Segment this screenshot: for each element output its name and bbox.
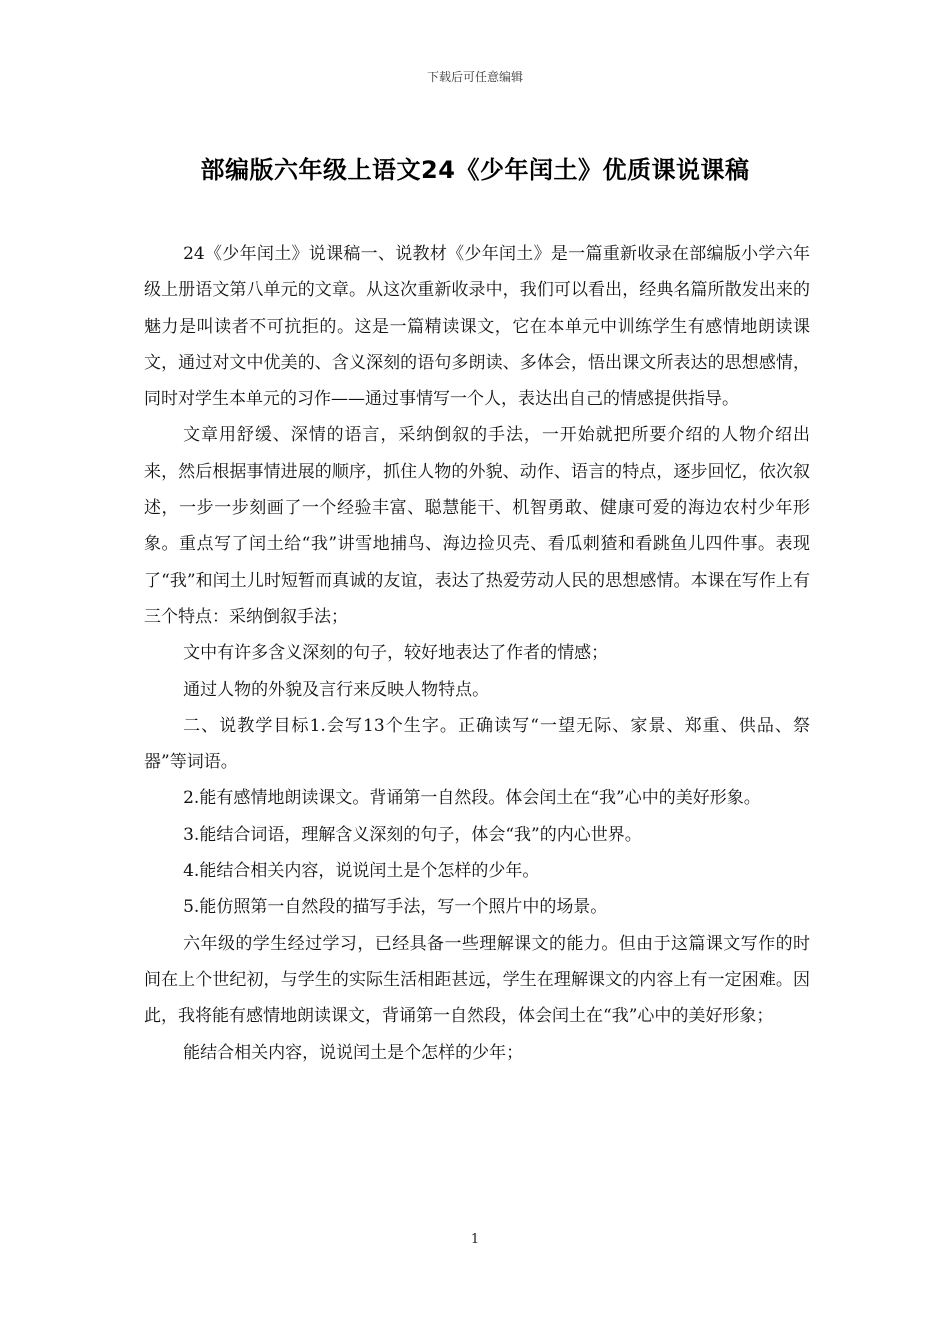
paragraph: 3.能结合词语，理解含义深刻的句子，体会“我”的内心世界。: [183, 824, 642, 845]
paragraph: 文中有许多含义深刻的句子，较好地表达了作者的情感；: [183, 643, 609, 664]
header-note: 下载后可任意编辑: [426, 70, 523, 84]
paragraph: 2.能有感情地朗读课文。背诵第一自然段。体会闰土在“我”心中的美好形象。: [183, 788, 761, 809]
paragraph: 5.能仿照第一自然段的描写手法，写一个照片中的场景。: [183, 897, 608, 918]
document-body: [144, 236, 810, 1071]
paragraph: 文章用舒缓、深情的语言，采纳倒叙的手法，一开始就把所要介绍的人物介绍出来，然后根据事情进展的顺序，抓住人物的外貌、动作、语言的特点，逐步回忆，依次叙述，一步一步刻画了一个经验丰富、聪慧能干、机智勇敢、健康可爱的海边农村少年形象。重点写了闰土给“我”讲雪地捕鸟、海边捡贝壳、看瓜刺猹和看跳鱼儿四件事。表现了“我”和闰土儿时短暂而真诚的友谊，表达了热爱劳动人民的思想感情。本课在写作上有三个特点：采纳倒叙手法；: [144, 425, 810, 627]
page-number: 1: [470, 1232, 480, 1247]
paragraph: 通过人物的外貌及言行来反映人物特点。: [183, 679, 490, 700]
paragraph: 二、说教学目标1.会写13个生字。正确读写“一望无际、家景、郑重、供品、祭器”等词语。: [144, 715, 810, 773]
paragraph: 4.能结合相关内容，说说闰土是个怎样的少年。: [183, 861, 540, 882]
paragraph: 能结合相关内容，说说闰土是个怎样的少年；: [183, 1042, 524, 1063]
paragraph: 六年级的学生经过学习，已经具备一些理解课文的能力。但由于这篇课文写作的时间在上个世纪初，与学生的实际生活相距甚远，学生在理解课文的内容上有一定困难。因此，我将能有感情地朗读课文，背诵第一自然段，体会闰土在“我”心中的美好形象；: [144, 933, 810, 1027]
document-title: 部编版六年级上语文24《少年闰土》优质课说课稿: [200, 156, 750, 184]
paragraph: 24《少年闰土》说课稿一、说教材《少年闰土》是一篇重新收录在部编版小学六年级上册语文第八单元的文章。从这次重新收录中，我们可以看出，经典名篇所散发出来的魅力是叫读者不可抗拒的。这是一篇精读课文，它在本单元中训练学生有感情地朗读课文，通过对文中优美的、含义深刻的语句多朗读、多体会，悟出课文所表达的思想感情，同时对学生本单元的习作——通过事情写一个人，表达出自己的情感提供指导。: [144, 244, 810, 410]
